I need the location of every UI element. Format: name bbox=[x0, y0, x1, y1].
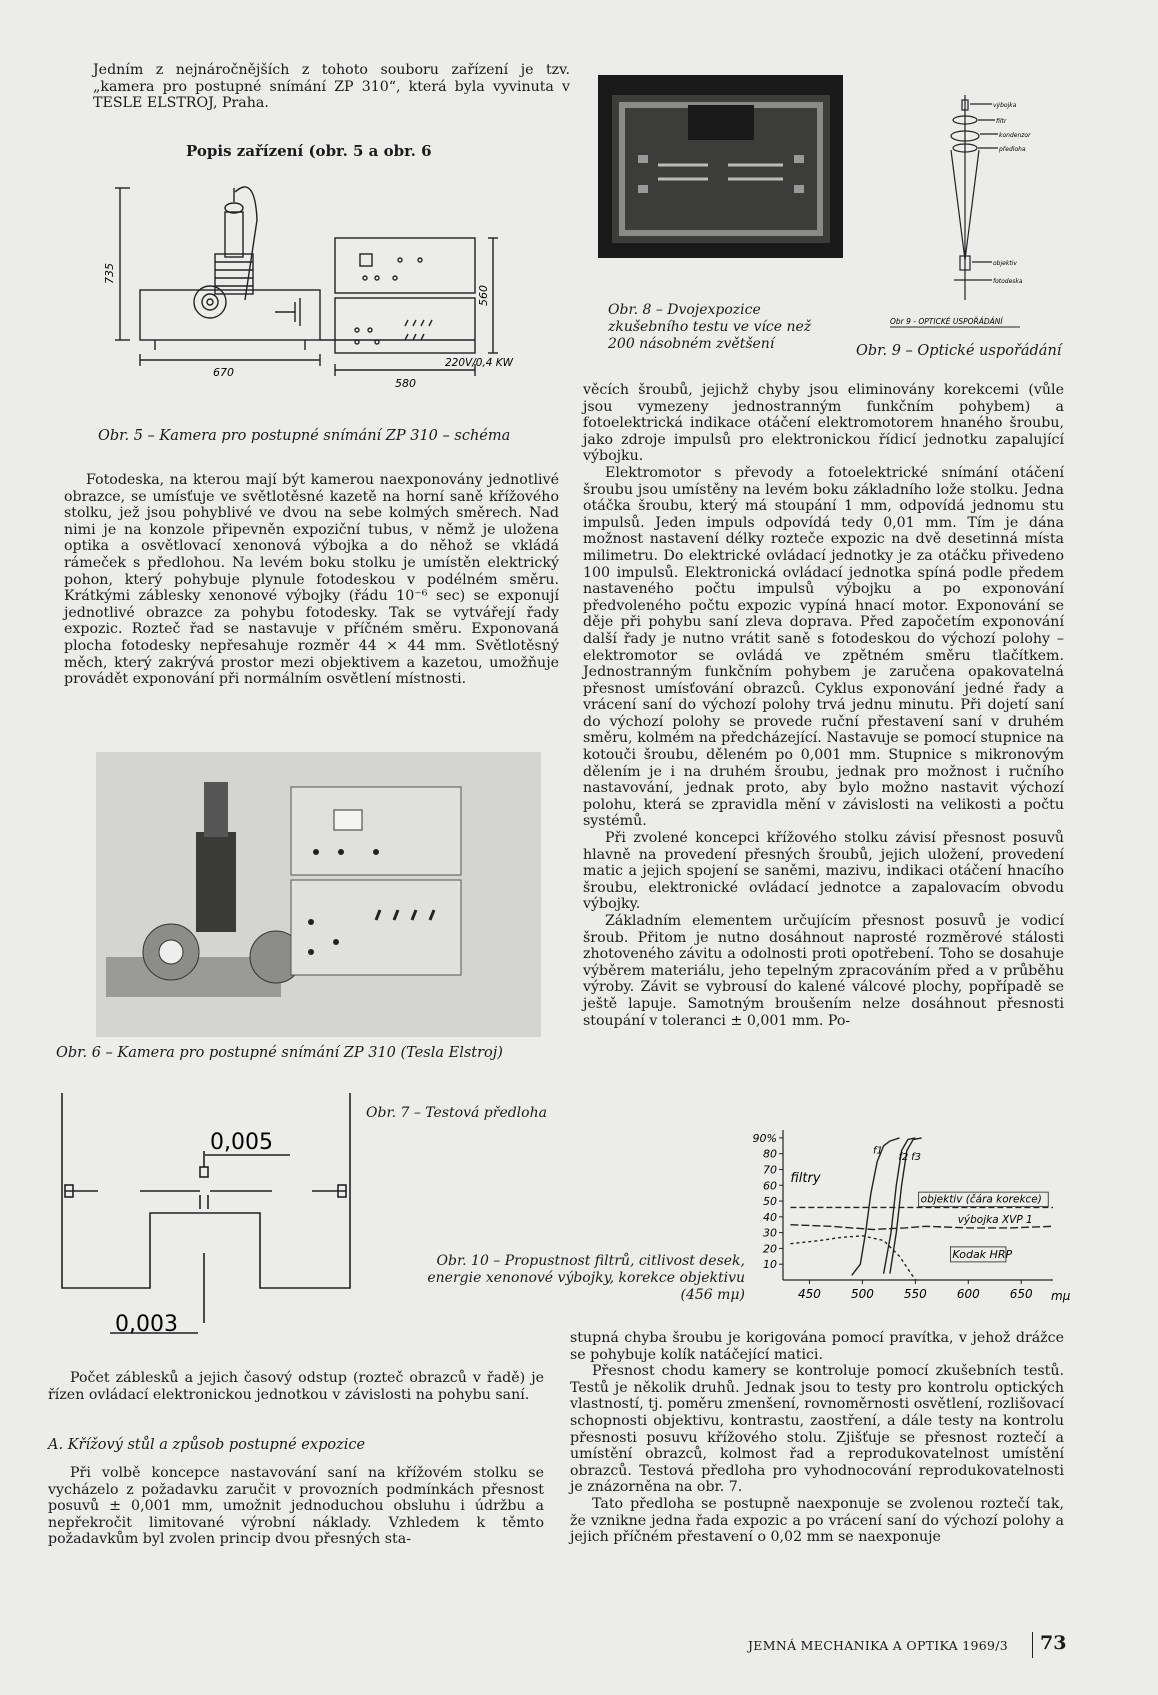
dvojexpozice-image bbox=[598, 75, 843, 258]
dim-670: 670 bbox=[213, 366, 234, 379]
power-label: 220V/0,4 KW bbox=[445, 357, 514, 369]
x-tick-label: 650 bbox=[1009, 1287, 1033, 1301]
label-kondenzor: kondenzor bbox=[999, 132, 1031, 139]
fig7-test-pattern bbox=[60, 1093, 360, 1345]
label-objektiv: objektiv bbox=[993, 260, 1017, 267]
subheading-krizovy-stul: A. Křížový stůl a způsob postupné expozice bbox=[48, 1437, 366, 1453]
fig8-caption: Obr. 8 – Dvojexpozice zkušebního testu ve více než 200 násobném zvětšení bbox=[608, 302, 812, 352]
y-tick-label: 30 bbox=[763, 1226, 777, 1240]
dim-560: 560 bbox=[477, 285, 490, 306]
x-tick-label: 450 bbox=[798, 1287, 821, 1301]
fig7-caption: Obr. 7 – Testová předloha bbox=[366, 1105, 547, 1121]
y-tick-label: 70 bbox=[763, 1163, 777, 1177]
y-tick-label: 10 bbox=[763, 1258, 777, 1272]
y-tick-label: 20 bbox=[763, 1242, 777, 1256]
x-unit-label: mμ bbox=[1051, 1289, 1071, 1303]
x-tick-label: 600 bbox=[956, 1287, 980, 1301]
label-fotodeska: fotodeska bbox=[993, 278, 1023, 285]
fig7-bottom-value: 0,003 bbox=[115, 1312, 178, 1337]
fig5-schematic bbox=[95, 180, 535, 415]
y-tick-label: 60 bbox=[763, 1179, 777, 1193]
y-tick-label: 40 bbox=[763, 1210, 777, 1224]
fig10-chart bbox=[735, 1120, 1071, 1320]
camera-photo-image bbox=[96, 752, 541, 1037]
x-tick-label: 500 bbox=[850, 1287, 874, 1301]
fig9-caption: Obr. 9 – Optické uspořádání bbox=[856, 343, 1062, 359]
fig5-caption: Obr. 5 – Kamera pro postupné snímání ZP 310 – schéma bbox=[98, 428, 511, 444]
page-number: 73 bbox=[1040, 1632, 1067, 1654]
label-f2: f2 bbox=[898, 1152, 909, 1163]
label-f1: f1 bbox=[873, 1145, 883, 1157]
paragraph-volba: Při volbě koncepce nastavování saní na křížovém stolku se vycházelo z požadavku zaručit v provozních podmínkách přesnost posuvů ± 0,001 mm, umožnit jednoduchou obsluhu i údržbu a nepřekročit limitované výrobní náklady. Vzhledem k těmto požadavkům byl zvolen princip dvou přesných sta- bbox=[48, 1465, 544, 1548]
fig9-inner-title: Obr 9 - OPTICKÉ USPOŘÁDÁNÍ bbox=[890, 317, 1003, 326]
section-heading: Popis zařízení (obr. 5 a obr. 6 bbox=[186, 142, 432, 160]
x-tick-label: 550 bbox=[903, 1287, 927, 1301]
paragraph-fotodeska: Fotodeska, na kterou mají být kamerou naexponovány jednotlivé obrazce, se umísťuje ve světlotěsné kazetě na horní saně křížového stolku, jež jsou pohyblivé ve dvou na sebe kolmých směrech. Nad nimi je na konzole připevněn expoziční tubus, v němž je uložena optika a osvětlovací xenonová výbojka a do něhož se vkládá rámeček s předlohou. Na levém boku stolku je umístěn elektrický pohon, který pohybuje plynule fotodeskou v podélném směru. Krátkými záblesky xenonové výbojky (řádu 10⁻⁶ sec) se exponují jednotlivé obrazce za pohybu fotodesky. Tak se vytvářejí řady expozic. Rozteč řad se nastavuje v příčném směru. Exponovaná plocha fotodesky nepřesahuje rozměr 44 × 44 mm. Světlotěsný měch, který zakrývá prostor mezi objektivem a kazetou, umožňuje provádět exponování při normálním osvětlení místnosti. bbox=[64, 472, 559, 688]
label-kodak: Kodak HRP bbox=[952, 1247, 1013, 1261]
paragraph-zablesky: Počet záblesků a jejich časový odstup (rozteč obrazců v řadě) je řízen ovládací elektronickou jednotkou v závislosti na pohybu saní. bbox=[48, 1370, 544, 1403]
fig6-caption: Obr. 6 – Kamera pro postupné snímání ZP 310 (Tesla Elstroj) bbox=[56, 1045, 503, 1061]
fig7-top-value: 0,005 bbox=[210, 1130, 273, 1155]
y-tick-label: 80 bbox=[763, 1147, 777, 1161]
label-filtr: filtr bbox=[996, 118, 1007, 125]
right-column-text: věcích šroubů, jejichž chyby jsou eliminovány korekcemi (vůle jsou vymezeny jednostranným funkčním pohybem) a fotoelektrická indikace otáčení elektromotorem hnaného šroubu, jako zdroje impulsů pro elektronickou řídicí jednotku zapalující výbojku. Elektromotor s převody a fotoelektrické snímání otáčení šroubu jsou umístěny na levém boku základního lože stolku. Jedna otáčka šroubu, který má stoupání 1 mm, odpovídá jednomu stu impulsů. Jeden impuls odpovídá tedy 0,01 mm. Tím je dána možnost nastavení délky rozteče expozic na dvě desetinná místa milimetru. Do elektrické ovládací jednotky je za otáčku přivedeno 100 impulsů. Elektronická ovládací jednotka spíná podle předem nastaveného počtu impulsů výbojku a po exponování předvoleného počtu expozic vypíná hnací motor. Exponování se děje při pohybu saní zleva doprava. Před započetím exponování další řady je nutno vrátit saně s fotodeskou do výchozí polohy – elektromotor se ovládá ve zpětném směru tlačítkem. Jednostranným funkčním pohybem je zaručena opakovatelná přesnost umísťování obrazců. Cyklus exponování jedné řady a vrácení saní do výchozí polohy trvá jednu minutu. Při dojetí saní do výchozí polohy se provede ruční přestavení saní v druhém směru, kolmém na předcházející. Nastavuje se pomocí stupnice na kotouči šroubu, děleném po 0,001 mm. Stupnice s mikronovým dělením je i na druhém šroubu, jednak pro možnost i ručního nastavování, jednak proto, aby bylo možno nastavit výchozí polohu, která se zpravidla mění v závislosti na velikosti a počtu systémů. Při zvolené koncepci křížového stolku závisí přesnost posuvů hlavně na provedení přesných šroubů, jejich uložení, provedení matic a jejich spojení se saněmi, mazivu, indikaci otáčení hnacího šroubu, elektronické ovládací jednotce a zapalovacím obvodu výbojky. Základním elementem určujícím přesnost posuvů je vodicí šroub. Přitom je nutno dosáhnout naprosté rozměrové stálosti zhotoveného závitu a odolnosti proti opotřebení. Toho se dosahuje výběrem materiálu, jeho tepelným zpracováním před a v průběhu výroby. Závit se vybrousí do kalené válcové plochy, popřípadě se ještě lapuje. Samotným broušením nelze dosáhnout přesnosti stoupání v toleranci ± 0,001 mm. Po- bbox=[583, 382, 1064, 1029]
label-predloha: předloha bbox=[999, 146, 1026, 153]
label-vybojka: výbojka XVP 1 bbox=[957, 1214, 1033, 1227]
label-f3: f3 bbox=[911, 1152, 922, 1163]
right-column-text-bottom: stupná chyba šroubu je korigována pomocí pravítka, v jehož drážce se pohybuje kolík natáčející matici. Přesnost chodu kamery se kontroluje pomocí zkušebních testů. Testů je několik druhů. Jednak jsou to testy pro kontrolu optických vlastností, tj. poměru zmenšení, rovnoměrnosti osvětlení, rozlišovací schopnosti objektivu, kontrastu, zaostření, a dále testy na kontrolu přesnosti posuvu křížového stolu. Zjišťuje se přesnost roztečí a umístění obrazců, kolmost řad a reprodukovatelnost umístění obrazců. Testová předloha pro vyhodnocování reprodukovatelnosti je znázorněna na obr. 7. Tato předloha se postupně naexponuje se zvolenou roztečí tak, že vznikne jedna řada expozic a po vrácení saní do výchozí polohy a jejich příčném přestavení o 0,02 mm se naexponuje bbox=[570, 1330, 1064, 1546]
fig10-caption: Obr. 10 – Propustnost filtrů, citlivost desek, energie xenonové výbojky, korekce objektivu (456 mμ) bbox=[427, 1253, 745, 1303]
footer-divider bbox=[1032, 1632, 1033, 1658]
fig9-optical-diagram bbox=[880, 90, 1030, 330]
label-vybojka: výbojka bbox=[993, 102, 1017, 109]
fig8-photo bbox=[598, 75, 843, 258]
label-filtry: filtry bbox=[790, 1171, 821, 1187]
intro-paragraph: Jedním z nejnáročnějších z tohoto souboru zařízení je tzv. „kamera pro postupné snímání ZP 310“, která byla vyvinuta v TESLE ELSTROJ, Praha. bbox=[93, 62, 570, 112]
label-objektiv: objektiv (čára korekce) bbox=[920, 1193, 1042, 1206]
fig6-photo bbox=[96, 752, 541, 1037]
dim-580: 580 bbox=[395, 377, 416, 390]
footer-journal: JEMNÁ MECHANIKA A OPTIKA 1969/3 bbox=[748, 1638, 1009, 1653]
y-tick-label: 90% bbox=[752, 1131, 777, 1145]
y-tick-label: 50 bbox=[763, 1195, 777, 1209]
dim-735: 735 bbox=[103, 263, 116, 284]
